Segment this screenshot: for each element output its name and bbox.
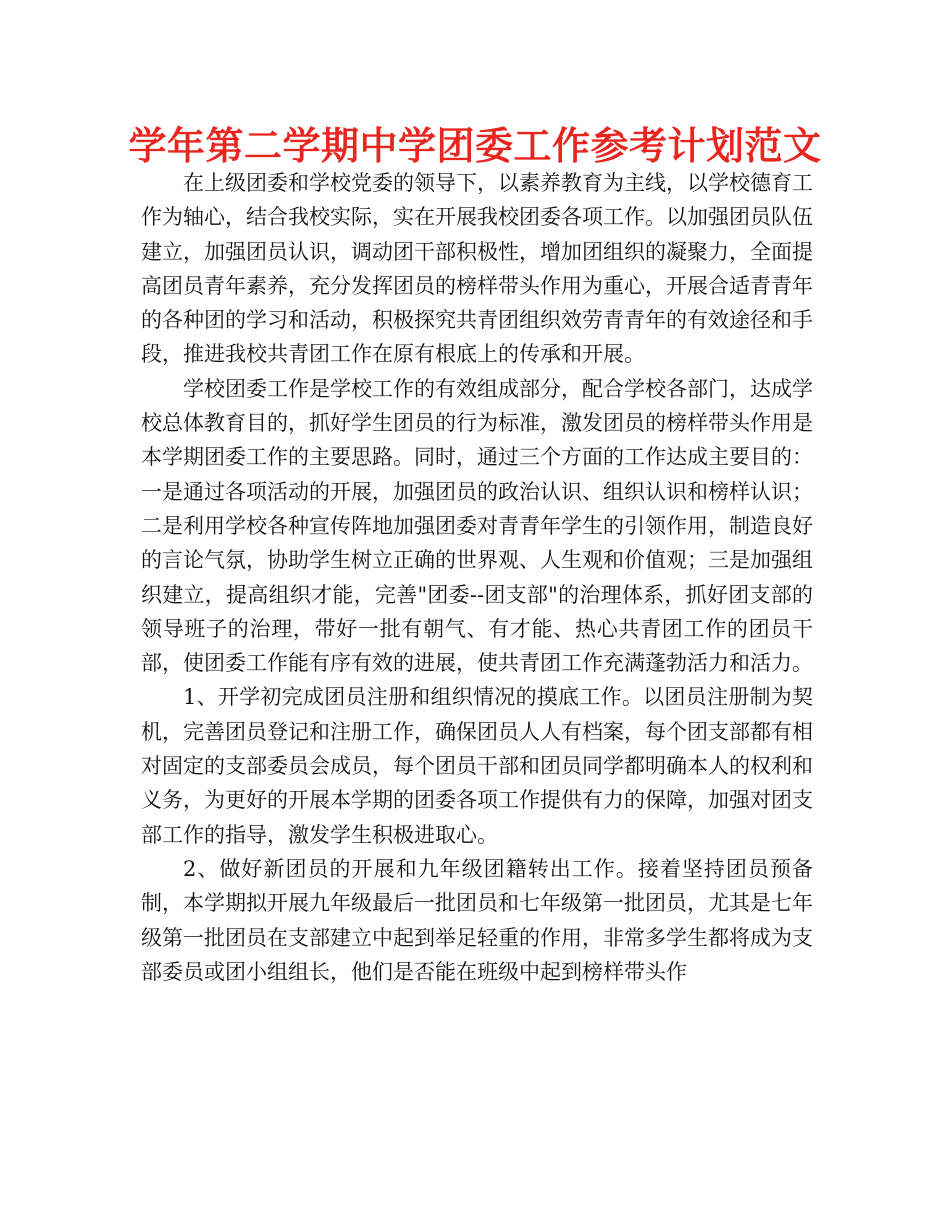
paragraph-intro: 在上级团委和学校党委的领导下，以素养教育为主线，以学校德育工作为轴心，结合我校实际，实在开展我校团委各项工作。以加强团员队伍建立，加强团员认识，调动团干部积极性，增加团组织的凝聚力，全面提高团员青年素养，充分发挥团员的榜样带头作用为重心，开展合适青青年的各种团的学习和活动，积极探究共青团组织效劳青青年的有效途径和手段，推进我校共青团工作在原有根底上的传承和开展。 (141, 171, 813, 367)
paragraph-main-ideas: 学校团委工作是学校工作的有效组成部分，配合学校各部门，达成学校总体教育目的，抓好学生团员的行为标准，激发团员的榜样带头作用是本学期团委工作的主要思路。同时，通过三个方面的工作达成主要目的：一是通过各项活动的开展，加强团员的政治认识、组织认识和榜样认识；二是利用学校各种宣传阵地加强团委对青青年学生的引领作用，制造良好的言论气氛，协助学生树立正确的世界观、人生观和价值观；三是加强组织建立，提高组织才能，完善"团委--团支部"的治理体系，抓好团支部的领导班子的治理，带好一批有朝气、有才能、热心共青团工作的团员干部，使团委工作能有序有效的进展，使共青团工作充满蓬勃活力和活力。 (141, 376, 813, 676)
document-title: 学年第二学期中学团委工作参考计划范文 (128, 123, 822, 168)
document-body (141, 166, 813, 989)
paragraph-item-2: 2、做好新团员的开展和九年级团籍转出工作。接着坚持团员预备制，本学期拟开展九年级最后一批团员和七年级第一批团员，尤其是七年级第一批团员在支部建立中起到举足轻重的作用，非常多学生都将成为支部委员或团小组组长，他们是否能在班级中起到榜样带头作 (141, 856, 813, 984)
paragraph-item-1: 1、开学初完成团员注册和组织情况的摸底工作。以团员注册制为契机，完善团员登记和注册工作，确保团员人人有档案，每个团支部都有相对固定的支部委员会成员，每个团员干部和团员同学都明确本人的权利和义务，为更好的开展本学期的团委各项工作提供有力的保障，加强对团支部工作的指导，激发学生积极进取心。 (141, 685, 813, 847)
